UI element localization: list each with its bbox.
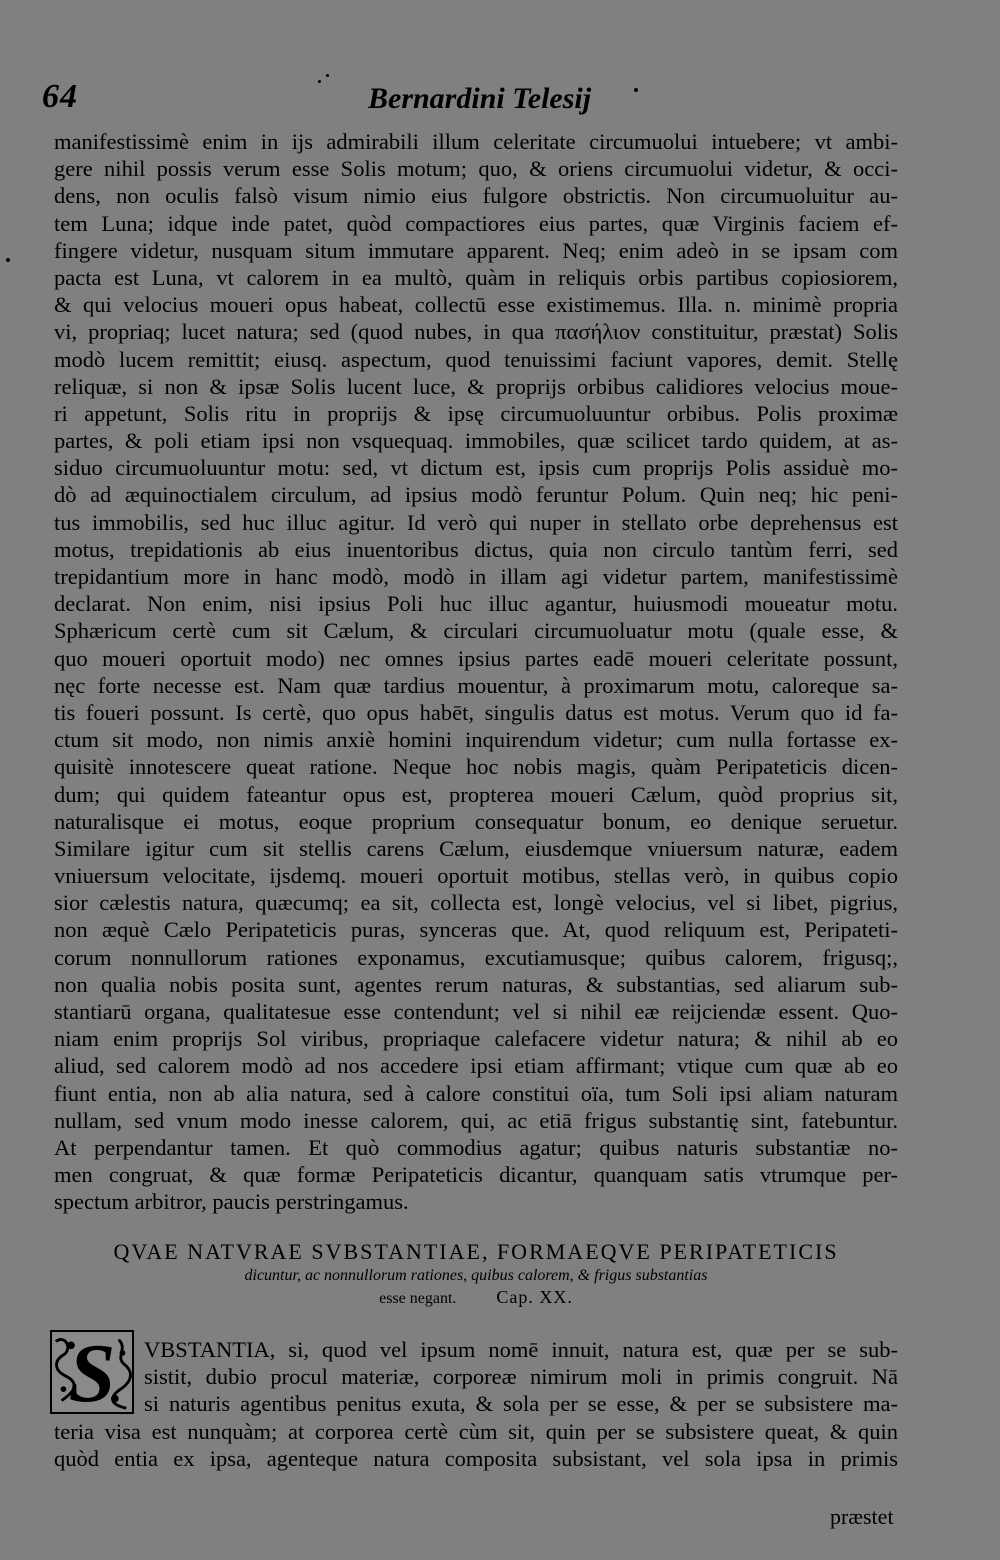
text-line: nęc forte necesse est. Nam quæ tardius mouentur, à proximarum motu, caloreque sa-: [54, 672, 898, 698]
text-line: nullam, sed vnum modo inesse calorem, qui, ac etiā frigus substantię sint, fatebuntur.: [54, 1107, 898, 1133]
text-line: vniuersum velocitate, ijsdemq. moueri oportuit motibus, stellas verò, in quibus copio: [54, 863, 898, 889]
text-line: dò ad æquinoctialem circulum, ad ipsius modò feruntur Polum. Quin neq; hic peni-: [54, 482, 898, 508]
chapter-subtitle: dicuntur, ac nonnullorum rationes, quibus calorem, & frigus substantias: [244, 1267, 708, 1284]
text-line: siduo circumuoluuntur motu: sed, vt dictum est, ipsis cum proprijs Polis assiduè mo-: [54, 455, 898, 481]
text-line: dens, non oculis falsò visum nimio eius fulgore obstrictis. Non circumuoluitur au-: [54, 183, 898, 209]
text-line: teria visa est nunquàm; at corporea certè cùm sit, quin per se subsistere queat, & quin: [54, 1418, 898, 1444]
catchword: præstet: [830, 1504, 894, 1529]
text-line: pacta est Luna, vt calorem in ea multò, quàm in reliquis orbis partibus copiosiorem,: [54, 264, 898, 290]
text-line: non qualia nobis posita sunt, agentes rerum naturas, & substantias, sed aliarum sub-: [54, 971, 898, 997]
text-line: quisitè innotescere queat ratione. Neque hoc nobis magis, quàm Peripateticis dicen-: [54, 754, 898, 780]
text-line: & qui velocius moueri opus habeat, collectū esse existimemus. Illa. n. minimè propria: [54, 292, 898, 318]
text-line: motus, trepidationis ab eius inuentoribus dictus, quia non circulo tantùm ferri, sed: [54, 536, 898, 562]
text-line: quòd entia ex ipsa, agenteque natura composita subsistant, vel sola ipsa in primis: [54, 1445, 898, 1471]
chapter-title: QVAE NATVRAE SVBSTANTIAE, FORMAEQVE PERIPATETICIS: [113, 1239, 839, 1264]
ink-speck: [6, 258, 10, 262]
chapter-heading: [54, 1238, 898, 1310]
text-line: fingere videtur, nusquam situm immutare apparent. Neq; enim adeò in se ipsam com: [54, 237, 898, 263]
text-line: Sphæricum certè cum sit Cælum, & circulari circumuoluatur motu (quale esse, &: [54, 618, 898, 644]
text-line: aliud, sed calorem modò ad nos accedere ipsi etiam affirmant; vtique cum quæ ab eo: [54, 1053, 898, 1079]
ink-speck: [634, 88, 638, 92]
text-line: quo moueri oportuit modo) nec omnes ipsius partes eadē moueri celeritate possunt,: [54, 645, 898, 671]
chapter-number: Cap. XX.: [496, 1287, 573, 1307]
text-line: At perpendantur tamen. Et quò commodius agatur; quibus naturis substantiæ no-: [54, 1134, 898, 1160]
text-line: modò lucem remittit; eiusq. aspectum, quod tenuissimi faciunt vapores, demit. Stellę: [54, 346, 898, 372]
text-line: tis foueri possunt. Is certè, quo opus habēt, singulis datus est motus. Verum quo id fa-: [54, 699, 898, 725]
chapter-subtitle-end: esse negant.: [379, 1290, 457, 1307]
ink-speck: [318, 80, 321, 83]
text-line: stantiarū organa, qualitatesue esse contendunt; vel si nihil eæ reijciendæ essent. Quo-: [54, 999, 898, 1024]
text-line: tem Luna; idque inde patet, quòd compactiores eius partes, quæ Virginis faciem ef-: [54, 210, 898, 236]
text-line: fiunt entia, non ab alia natura, sed à calore constitui oïa, tum Soli ipsi aliam naturam: [54, 1080, 898, 1106]
initial-letter: S: [68, 1330, 116, 1414]
text-line: corum nonnullorum rationes exponamus, excutiamusque; quibus calorem, frigusq;,: [54, 944, 898, 970]
text-line: si naturis agentibus penitus exuta, & sola per se esse, & per se subsistere ma-: [144, 1391, 898, 1417]
ink-speck: [326, 74, 329, 77]
text-line: partes, & poli etiam ipsi non vsquequaq. immobiles, quæ scilicet tardo quidem, at as-: [54, 428, 898, 454]
text-line: reliquæ, si non & ipsæ Solis lucent luce, & proprijs orbibus calidiores velocius moue-: [54, 373, 898, 399]
text-line: niam enim proprijs Sol viribus, propriaque calefacere videtur natura; & nihil ab eo: [54, 1026, 898, 1052]
running-head: Bernardini Telesij: [368, 82, 592, 115]
text-line: ctum sit modo, non nimis anxiè homini inquirendum videtur; cum nulla fortasse ex-: [54, 727, 898, 753]
chapter-text-block: [54, 1336, 898, 1472]
text-line: vi, propriaq; lucet natura; sed (quod nubes, in qua πασήλιον constituitur, præstat) Solis: [54, 319, 898, 345]
folio-number: 64: [42, 78, 78, 115]
text-line: manifestissimè enim in ijs admirabili illum celeritate circumuolui intuebere; vt ambi-: [54, 129, 898, 154]
text-line: naturalisque ei motus, eoque proprium consequatur bonum, eo denique seruetur.: [54, 808, 898, 834]
text-line: sistit, dubio procul materiæ, corporeæ nimirum moli in primis congruit. Nā: [144, 1364, 898, 1390]
text-line: VBSTANTIA, si, quod vel ipsum nomē innuit, natura est, quæ per se sub-: [144, 1337, 898, 1362]
text-line: spectum arbitror, paucis perstringamus.: [54, 1189, 409, 1215]
text-line: Similare igitur cum sit stellis carens Cælum, eiusdemque vniuersum naturæ, eadem: [54, 835, 898, 861]
text-line: men congruat, & quæ formæ Peripateticis dicantur, quanquam satis vtrumque per-: [54, 1162, 898, 1188]
text-line: dum; qui quidem fateantur opus est, propterea moueri Cælum, quòd proprius sit,: [54, 781, 898, 807]
main-text-block: [54, 128, 898, 1216]
text-line: gere nihil possis verum esse Solis motum; quo, & oriens circumuolui videtur, & occi-: [54, 156, 898, 182]
text-line: non æquè Cælo Peripateticis puras, synceras que. At, quod reliquum est, Peripateti-: [54, 917, 898, 943]
text-line: trepidantium more in hanc modò, modò in illam agi videtur partem, manifestissimè: [54, 564, 898, 589]
text-line: ri appetunt, Solis ritu in proprijs & ipsę circumuoluuntur orbibus. Polis proximæ: [54, 400, 898, 426]
chapter-subtitle-end-line: [54, 1286, 898, 1310]
text-line: declarat. Non enim, nisi ipsius Poli huc illuc agantur, huiusmodi moueatur motu.: [54, 591, 898, 617]
text-line: tus immobilis, sed huc illuc agitur. Id verò qui nuper in stellato orbe deprehensus est: [54, 509, 898, 535]
text-line: sior cælestis natura, quæcumq; ea sit, collecta est, longè velocius, vel si libet, pigrius,: [54, 890, 898, 916]
